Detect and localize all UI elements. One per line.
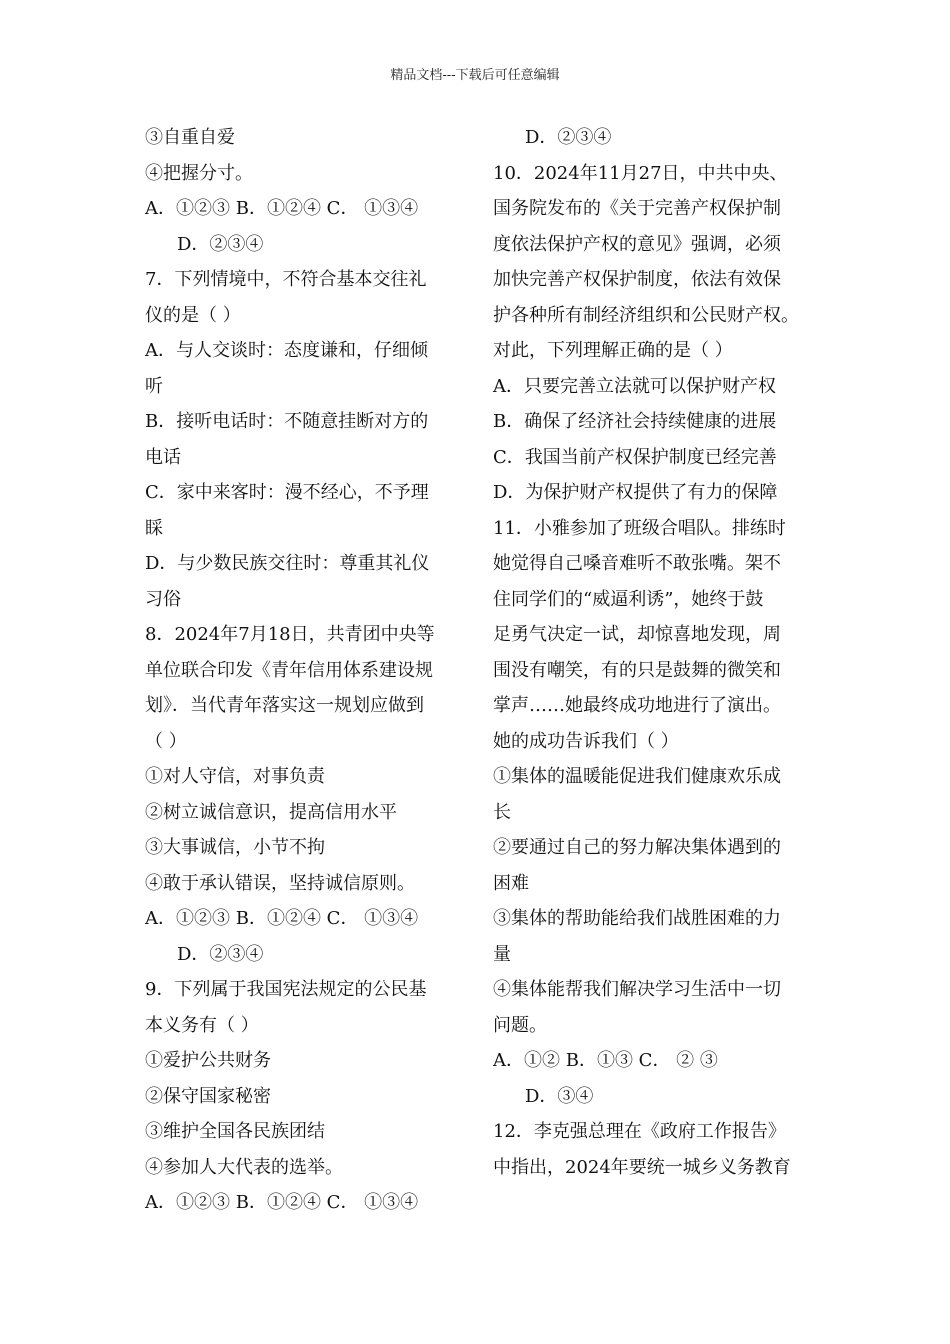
text-line: C．家中来客时：漫不经心，不予理 <box>145 482 429 503</box>
text-line: 护各种所有制经济组织和公民财产权。 <box>493 304 799 326</box>
text-line: 11．小雅参加了班级合唱队。排练时 <box>493 517 786 539</box>
text-line: ④把握分寸。 <box>145 162 253 184</box>
text-line: 单位联合印发《青年信用体系建设规 <box>145 659 433 681</box>
text-line: 12．李克强总理在《政府工作报告》 <box>493 1121 786 1142</box>
text-line: 对此，下列理解正确的是（ ） <box>493 340 733 361</box>
page-header: 精品文档---下载后可任意编辑 <box>390 68 560 83</box>
text-line: B．确保了经济社会持续健康的进展 <box>493 411 777 432</box>
text-line: ③自重自爱 <box>145 127 235 148</box>
text-line: ④集体能帮我们解决学习生活中一切 <box>493 979 781 1000</box>
text-line: D．为保护财产权提供了有力的保障 <box>493 482 778 503</box>
text-line: 8．2024年7月18日，共青团中央等 <box>145 624 435 645</box>
text-line: 习俗 <box>145 588 181 610</box>
text-line: A．①②③ B．①②④ C． ①③④ <box>145 1192 419 1213</box>
text-line: 9．下列属于我国宪法规定的公民基 <box>145 979 427 1000</box>
text-line: 中指出，2024年要统一城乡义务教育 <box>493 1156 791 1178</box>
text-line: B．接听电话时：不随意挂断对方的 <box>145 411 429 432</box>
text-line: D．与少数民族交往时：尊重其礼仪 <box>145 553 430 574</box>
text-line: 本义务有（ ） <box>145 1014 259 1036</box>
left-column <box>145 120 465 1221</box>
text-line: 围没有嘲笑，有的只是鼓舞的微笑和 <box>493 659 781 681</box>
text-line: 长 <box>493 801 511 823</box>
text-line: ①集体的温暖能促进我们健康欢乐成 <box>493 766 781 787</box>
text-line: 听 <box>145 375 163 397</box>
text-line: 量 <box>493 943 511 965</box>
text-line: 困难 <box>493 872 529 894</box>
text-line: 7．下列情境中，不符合基本交往礼 <box>145 269 427 290</box>
text-line: ④敢于承认错误，坚持诚信原则。 <box>145 872 415 894</box>
text-line: ②保守国家秘密 <box>145 1085 271 1107</box>
text-line: 足勇气决定一试，却惊喜地发现，周 <box>493 624 781 645</box>
text-line: 住同学们的“威逼利诱”，她终于鼓 <box>493 588 764 610</box>
text-line: 10．2024年11月27日，中共中央、 <box>493 162 788 184</box>
text-line: A．只要完善立法就可以保护财产权 <box>493 375 776 397</box>
text-line: 掌声……她最终成功地进行了演出。 <box>493 695 781 716</box>
text-line: A．①②③ B．①②④ C． ①③④ <box>145 908 419 929</box>
text-line: ②树立诚信意识，提高信用水平 <box>145 801 397 823</box>
text-line: D．③④ <box>525 1085 594 1107</box>
text-line: ①对人守信，对事负责 <box>145 766 325 787</box>
text-line: 问题。 <box>493 1014 547 1036</box>
text-line: ③大事诚信，小节不拘 <box>145 837 325 858</box>
text-line: 睬 <box>145 517 163 539</box>
text-line: 国务院发布的《关于完善产权保护制 <box>493 198 781 219</box>
text-line: 划》．当代青年落实这一规划应做到 <box>145 695 424 716</box>
text-line: A．①②③ B．①②④ C． ①③④ <box>145 198 419 219</box>
text-line: 度依法保护产权的意见》强调，必须 <box>493 233 781 255</box>
text-line: 她的成功告诉我们（ ） <box>493 730 679 752</box>
text-line: D．②③④ <box>525 127 612 148</box>
text-line: D．②③④ <box>177 233 264 255</box>
text-line: ③维护全国各民族团结 <box>145 1121 325 1142</box>
text-line: A．与人交谈时：态度谦和，仔细倾 <box>145 340 428 361</box>
right-column <box>493 120 813 1185</box>
text-line: ④参加人大代表的选举。 <box>145 1156 343 1178</box>
text-line: （ ） <box>145 730 187 752</box>
text-line: ③集体的帮助能给我们战胜困难的力 <box>493 908 781 929</box>
text-line: C．我国当前产权保护制度已经完善 <box>493 446 777 468</box>
text-line: 她觉得自己嗓音难听不敢张嘴。架不 <box>493 553 781 574</box>
text-line: 仪的是（ ） <box>145 304 241 326</box>
text-line: ①爱护公共财务 <box>145 1050 271 1071</box>
text-line: 电话 <box>145 446 181 468</box>
text-line: A．①② B．①③ C． ② ③ <box>493 1050 718 1071</box>
text-line: ②要通过自己的努力解决集体遇到的 <box>493 837 781 858</box>
text-line: D．②③④ <box>177 943 264 965</box>
text-line: 加快完善产权保护制度，依法有效保 <box>493 269 781 290</box>
